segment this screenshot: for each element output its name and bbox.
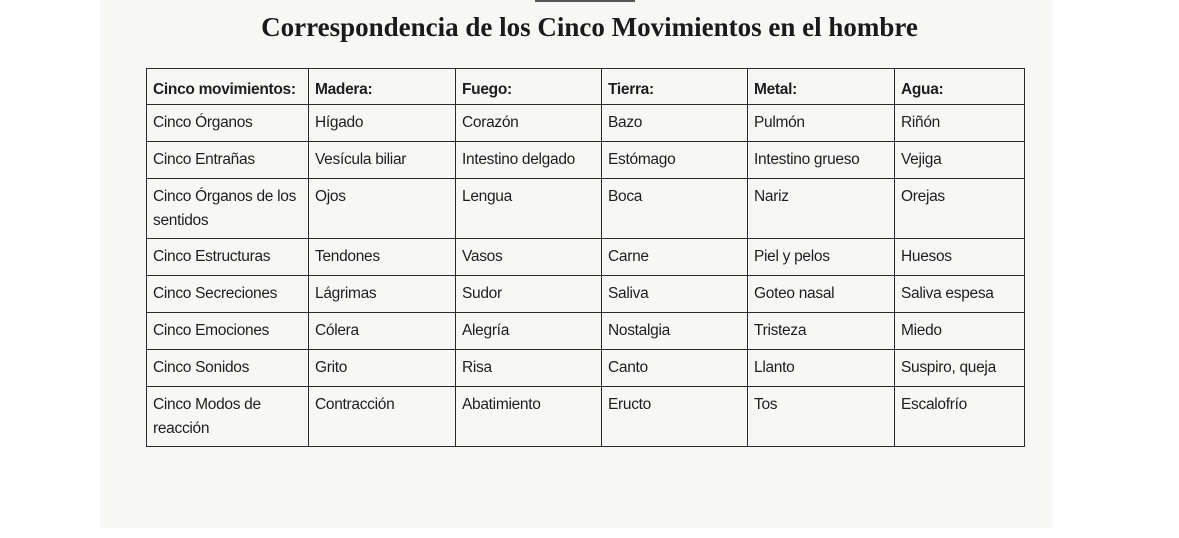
table-cell: Boca — [602, 179, 748, 239]
header-cell: Tierra: — [602, 69, 748, 105]
table-cell: Orejas — [895, 179, 1025, 239]
table-cell: Vejiga — [895, 142, 1025, 179]
table-row — [147, 142, 1025, 179]
table-row — [147, 350, 1025, 387]
table-cell: Nostalgia — [602, 313, 748, 350]
table-cell: Contracción — [309, 387, 456, 447]
table-row — [147, 105, 1025, 142]
table-cell: Abatimiento — [456, 387, 602, 447]
table-cell: Saliva — [602, 276, 748, 313]
table-cell: Lengua — [456, 179, 602, 239]
table-cell: Ojos — [309, 179, 456, 239]
table-cell: Goteo nasal — [748, 276, 895, 313]
table-cell: Canto — [602, 350, 748, 387]
table-cell: Piel y pelos — [748, 239, 895, 276]
table-cell: Cinco Órganos — [147, 105, 309, 142]
table-cell: Tristeza — [748, 313, 895, 350]
table-title: Correspondencia de los Cinco Movimientos en el hombre — [261, 12, 918, 42]
correspondence-table — [146, 68, 1025, 447]
table-cell: Eructo — [602, 387, 748, 447]
table-cell: Tendones — [309, 239, 456, 276]
table-cell: Riñón — [895, 105, 1025, 142]
table-cell: Llanto — [748, 350, 895, 387]
table-cell: Tos — [748, 387, 895, 447]
cropped-text-fragment — [535, 0, 635, 2]
table-cell: Cinco Estructuras — [147, 239, 309, 276]
table-cell: Cinco Entrañas — [147, 142, 309, 179]
table-cell: Intestino grueso — [748, 142, 895, 179]
table-cell: Pulmón — [748, 105, 895, 142]
header-cell: Cinco movimientos: — [147, 69, 309, 105]
table-cell: Cinco Órganos de los sentidos — [147, 179, 309, 239]
table-row — [147, 276, 1025, 313]
table-cell: Risa — [456, 350, 602, 387]
table-cell: Cólera — [309, 313, 456, 350]
table-cell: Suspiro, queja — [895, 350, 1025, 387]
table-cell: Carne — [602, 239, 748, 276]
table-cell: Alegría — [456, 313, 602, 350]
table-cell: Hígado — [309, 105, 456, 142]
table-cell: Grito — [309, 350, 456, 387]
table-cell: Sudor — [456, 276, 602, 313]
table-cell: Vasos — [456, 239, 602, 276]
table-cell: Estómago — [602, 142, 748, 179]
table-cell: Vesícula biliar — [309, 142, 456, 179]
table-row — [147, 179, 1025, 239]
table-row — [147, 239, 1025, 276]
table-cell: Escalofrío — [895, 387, 1025, 447]
table-cell: Saliva espesa — [895, 276, 1025, 313]
table-cell: Lágrimas — [309, 276, 456, 313]
table-cell: Corazón — [456, 105, 602, 142]
header-cell: Agua: — [895, 69, 1025, 105]
table-row — [147, 313, 1025, 350]
table-header-row — [147, 69, 1025, 105]
table-cell: Huesos — [895, 239, 1025, 276]
table-cell: Nariz — [748, 179, 895, 239]
header-cell: Madera: — [309, 69, 456, 105]
table-row — [147, 387, 1025, 447]
header-cell: Fuego: — [456, 69, 602, 105]
table-cell: Miedo — [895, 313, 1025, 350]
header-cell: Metal: — [748, 69, 895, 105]
table-cell: Intestino delgado — [456, 142, 602, 179]
table-cell: Cinco Emociones — [147, 313, 309, 350]
table-cell: Cinco Modos de reacción — [147, 387, 309, 447]
table-cell: Bazo — [602, 105, 748, 142]
table-cell: Cinco Secreciones — [147, 276, 309, 313]
table-cell: Cinco Sonidos — [147, 350, 309, 387]
